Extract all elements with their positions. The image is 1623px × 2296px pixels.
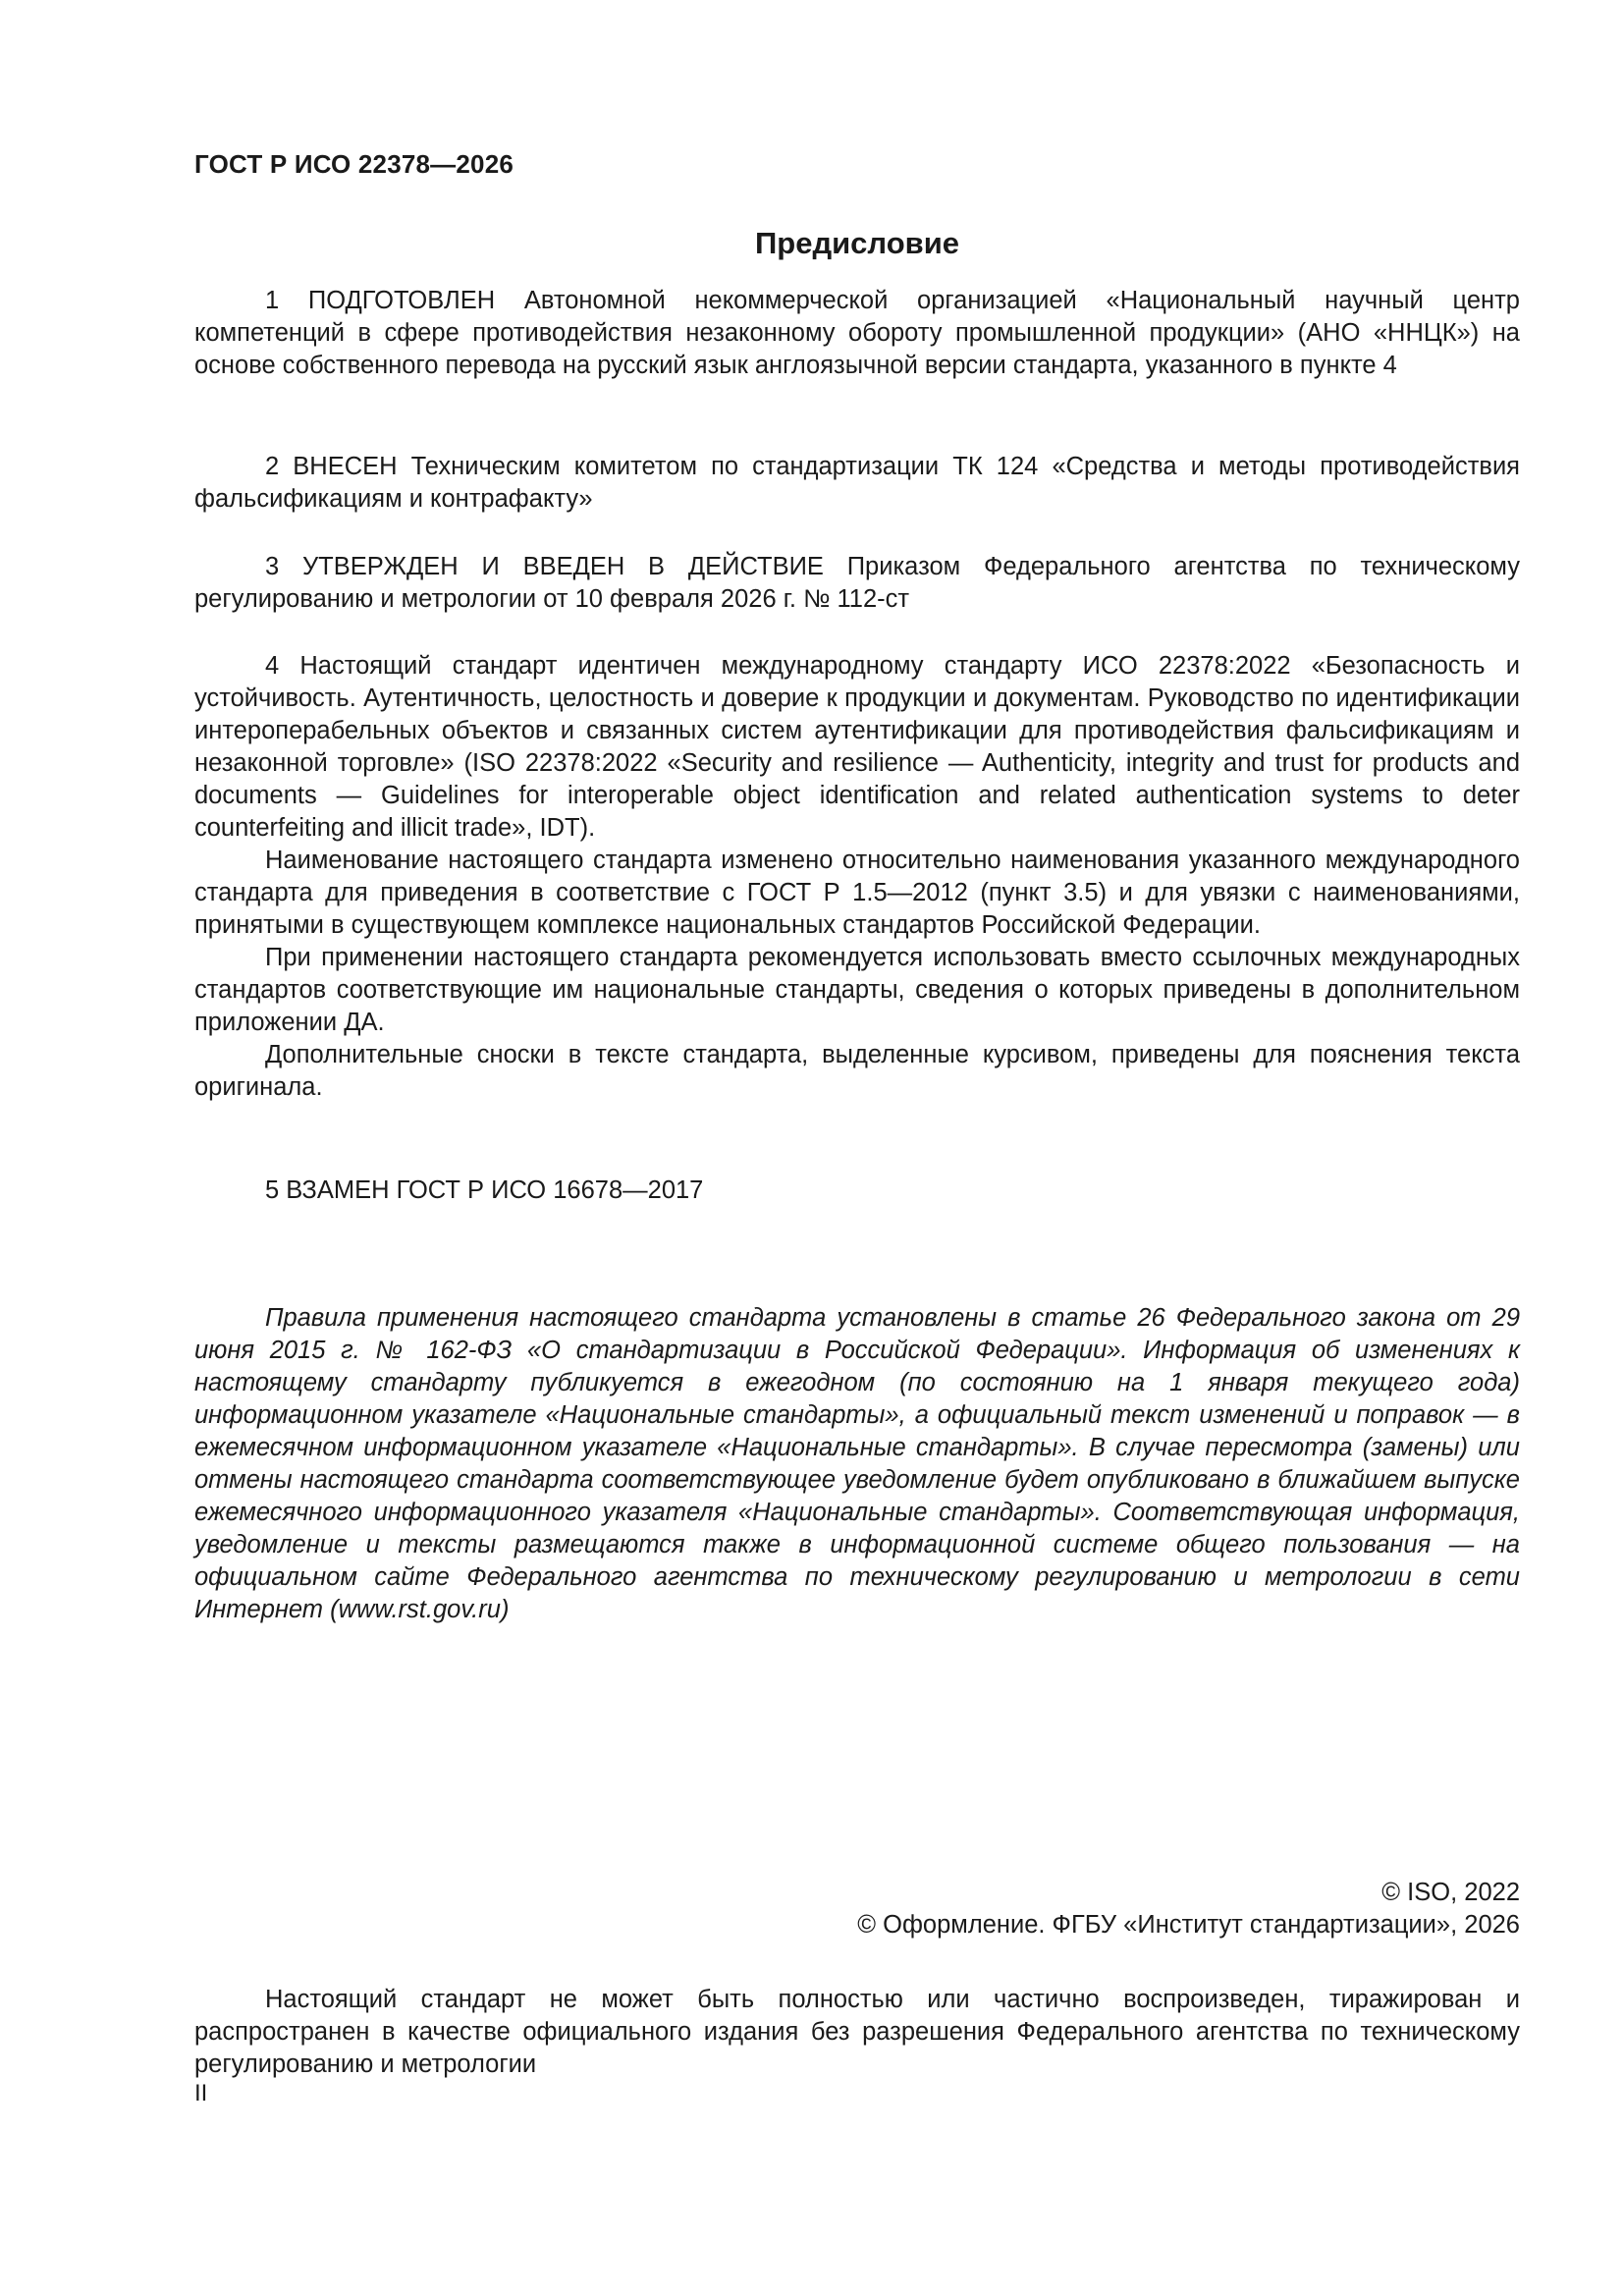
- reproduction-restriction: [194, 1984, 1520, 2081]
- preface-item-4-paragraph: Дополнительные сноски в тексте стандарта, выделенные курсивом, приведены для пояснения текста оригинала.: [194, 1041, 1520, 1101]
- document-page: [194, 0, 1520, 2296]
- preface-item-1-text: 1 ПОДГОТОВЛЕН Автономной некоммерческой организацией «Национальный научный центр компетенций в сфере противодействия незаконному обороту промышленной продукции» (АНО «ННЦК») на основе собственного перевода на русский язык англоязычной версии стандарта, указанного в пункте 4: [194, 287, 1520, 379]
- application-rules-text: Правила применения настоящего стандарта установлены в статье 26 Федерального закона от 29 июня 2015 г. № 162-ФЗ «О стандартизации в Российской Федерации». Информация об изменениях к настоящему стандарту публикуется в ежегодном (по состоянию на 1 января текущего года) информационном указателе «Национальные стандарты», а официальный текст изменений и поправок — в ежемесячном информационном указателе «Национальные стандарты». В случае пересмотра (замены) или отмены настоящего стандарта соответствующее уведомление будет опубликовано в ближайшем выпуске ежемесячного информационного указателя «Национальные стандарты». Соответствующая информация, уведомление и тексты размещаются также в информационной системе общего пользования — на официальном сайте Федерального агентства по техническому регулированию и метрологии в сети Интернет (www.rst.gov.ru): [194, 1304, 1520, 1623]
- page-number: II: [194, 2080, 208, 2106]
- preface-item-4: [194, 650, 1520, 1104]
- copyright-iso: © ISO, 2022: [1381, 1879, 1520, 1906]
- preface-item-5: [194, 1175, 1520, 1207]
- copyright-block: [857, 1877, 1520, 1941]
- copyright-design: © Оформление. ФГБУ «Институт стандартизации», 2026: [857, 1911, 1520, 1939]
- preface-item-4-paragraph: При применении настоящего стандарта рекомендуется использовать вместо ссылочных международных стандартов соответствующие им национальные стандарты, сведения о которых приведены в дополнительном приложении ДА.: [194, 944, 1520, 1036]
- reproduction-restriction-text: Настоящий стандарт не может быть полностью или частично воспроизведен, тиражирован и распространен в качестве официального издания без разрешения Федерального агентства по техническому регулированию и метрологии: [194, 1986, 1520, 2078]
- preface-item-4-paragraph: Наименование настоящего стандарта изменено относительно наименования указанного международного стандарта для приведения в соответствие с ГОСТ Р 1.5—2012 (пункт 3.5) и для увязки с наименованиями, принятыми в существующем комплексе национальных стандартов Российской Федерации.: [194, 847, 1520, 939]
- preface-item-3: [194, 551, 1520, 616]
- preface-item-3-text: 3 УТВЕРЖДЕН И ВВЕДЕН В ДЕЙСТВИЕ Приказом Федерального агентства по техническому регулированию и метрологии от 10 февраля 2026 г. № 112-ст: [194, 553, 1520, 613]
- preface-item-5-text: 5 ВЗАМЕН ГОСТ Р ИСО 16678—2017: [265, 1176, 704, 1204]
- page-title: Предисловие: [754, 226, 959, 260]
- preface-item-4-paragraph: 4 Настоящий стандарт идентичен международному стандарту ИСО 22378:2022 «Безопасность и устойчивость. Аутентичность, целостность и доверие к продукции и документам. Руководство по идентификации интероперабельных объектов и связанных систем аутентификации для противодействия фальсификациям и незаконной торговле» (ISO 22378:2022 «Security and resilience — Authenticity, integrity and trust for products and documents — Guidelines for interoperable object identification and related authentication systems to deter counterfeiting and illicit trade», IDT).: [194, 652, 1520, 842]
- preface-item-2-text: 2 ВНЕСЕН Техническим комитетом по стандартизации ТК 124 «Средства и методы противодействия фальсификациям и контрафакту»: [194, 453, 1520, 513]
- preface-item-1: [194, 285, 1520, 382]
- preface-item-2: [194, 451, 1520, 516]
- standard-code-header: ГОСТ Р ИСО 22378—2026: [194, 149, 514, 179]
- application-rules-note: [194, 1302, 1520, 1626]
